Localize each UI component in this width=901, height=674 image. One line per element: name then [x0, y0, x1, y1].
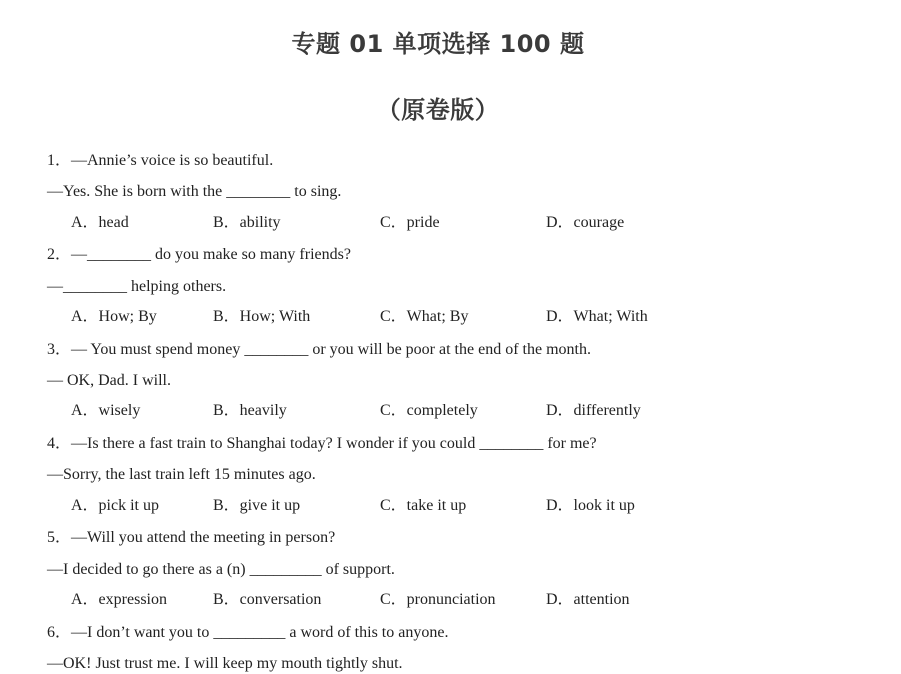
question-3-option-d: D．differently: [546, 402, 641, 419]
question-1-option-b: B．ability: [213, 214, 281, 231]
question-2-option-b: B．How; With: [213, 308, 311, 325]
question-4-option-c: C．take it up: [380, 497, 467, 514]
question-2-reply: —________ helping others.: [47, 278, 227, 295]
question-1-option-a: A．head: [71, 214, 129, 231]
question-4-reply: —Sorry, the last train left 15 minutes ago.: [47, 466, 316, 483]
question-3-reply: — OK, Dad. I will.: [47, 372, 171, 389]
question-1-option-c: C．pride: [380, 214, 440, 231]
question-1-option-d: D．courage: [546, 214, 625, 231]
question-6-reply: —OK! Just trust me. I will keep my mouth tightly shut.: [47, 655, 403, 672]
question-2-prompt: 2．—________ do you make so many friends?: [47, 246, 351, 263]
question-3-prompt: 3．— You must spend money ________ or you will be poor at the end of the month.: [47, 341, 591, 358]
question-1-reply: —Yes. She is born with the ________ to sing.: [47, 183, 342, 200]
question-2-option-d: D．What; With: [546, 308, 648, 325]
question-4-option-a: A．pick it up: [71, 497, 159, 514]
question-5-option-c: C．pronunciation: [380, 591, 496, 608]
question-3-option-c: C．completely: [380, 402, 478, 419]
question-2-option-c: C．What; By: [380, 308, 469, 325]
page-subtitle: （原卷版）: [376, 96, 500, 124]
question-5-option-d: D．attention: [546, 591, 630, 608]
page-title: 专题 01 单项选择 100 题: [291, 30, 585, 58]
question-5-reply: —I decided to go there as a (n) _________ of support.: [47, 561, 395, 578]
question-5-prompt: 5．—Will you attend the meeting in person?: [47, 529, 336, 546]
question-1-prompt: 1．—Annie’s voice is so beautiful.: [47, 152, 274, 169]
question-4-prompt: 4．—Is there a fast train to Shanghai today? I wonder if you could ________ for me?: [47, 435, 597, 452]
question-5-option-b: B．conversation: [213, 591, 322, 608]
question-3-option-a: A．wisely: [71, 402, 141, 419]
question-5-option-a: A．expression: [71, 591, 167, 608]
question-4-option-d: D．look it up: [546, 497, 635, 514]
question-6-prompt: 6．—I don’t want you to _________ a word of this to anyone.: [47, 624, 449, 641]
question-2-option-a: A．How; By: [71, 308, 157, 325]
question-4-option-b: B．give it up: [213, 497, 301, 514]
question-3-option-b: B．heavily: [213, 402, 287, 419]
